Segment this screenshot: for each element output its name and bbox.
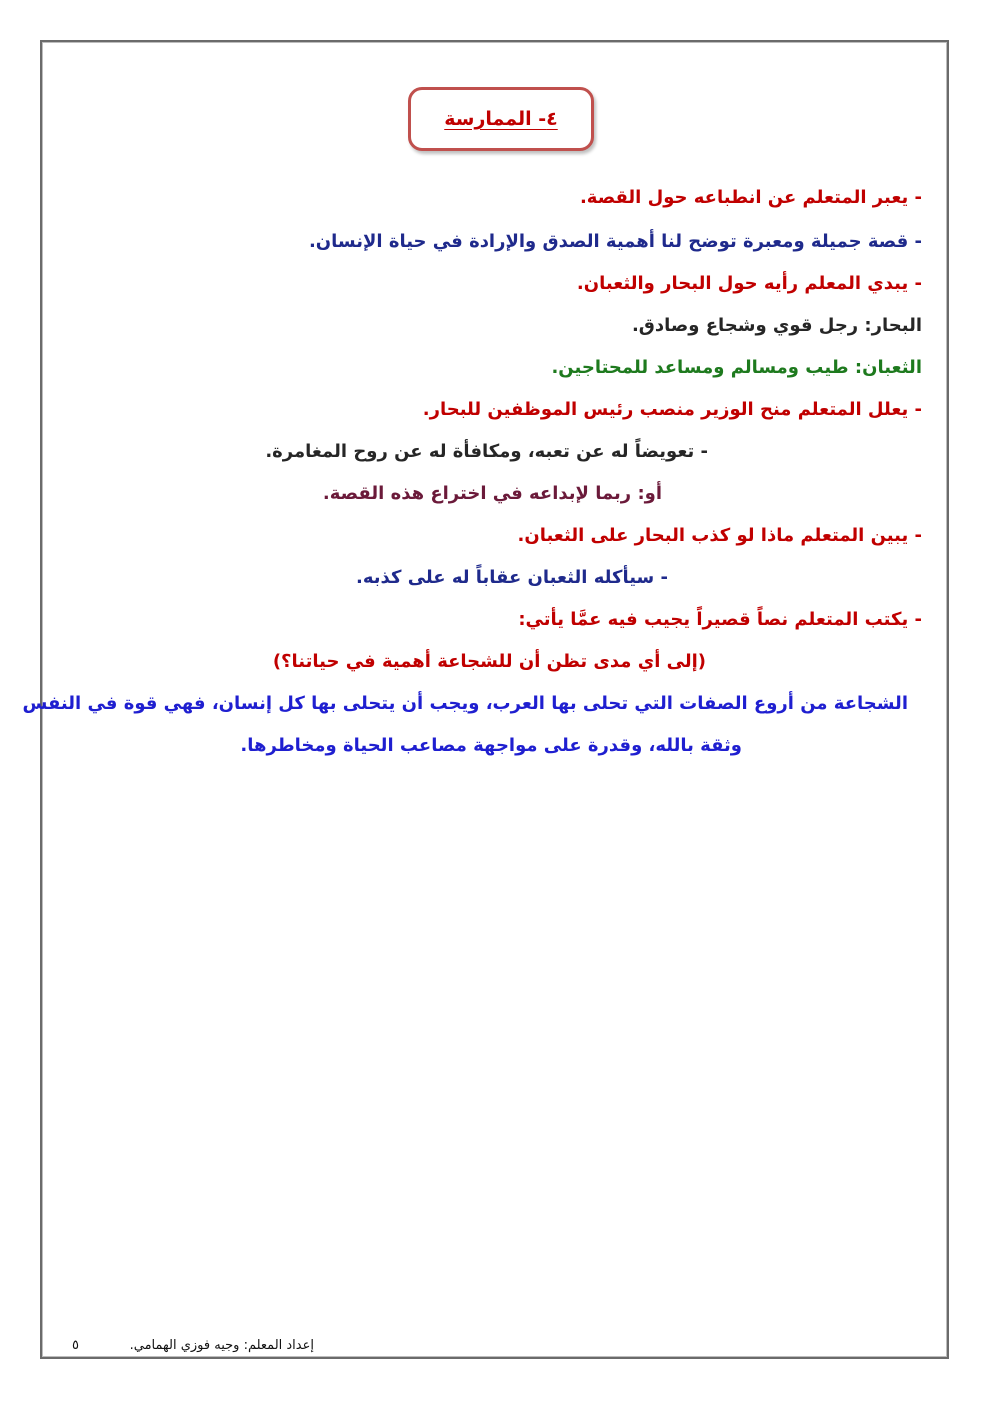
text-line-10: - سيأكله الثعبان عقاباً له على كذبه. xyxy=(356,567,668,588)
text-line-9: - يبين المتعلم ماذا لو كذب البحار على الثعبان. xyxy=(517,525,922,546)
text-line-13: الشجاعة من أروع الصفات التي تحلى بها العرب، ويجب أن يتحلى بها كل إنسان، فهي قوة في النفس xyxy=(22,693,908,714)
text-line-11: - يكتب المتعلم نصاً قصيراً يجيب فيه عمَّا يأتي: xyxy=(518,609,922,630)
section-title: ٤- الممارسة xyxy=(444,108,558,130)
section-title-box xyxy=(408,87,594,151)
text-line-2: - قصة جميلة ومعبرة توضح لنا أهمية الصدق والإرادة في حياة الإنسان. xyxy=(308,231,922,252)
text-line-14: وثقة بالله، وقدرة على مواجهة مصاعب الحياة ومخاطرها. xyxy=(240,735,742,756)
text-line-12: (إلى أي مدى تظن أن للشجاعة أهمية في حياتنا؟) xyxy=(272,651,706,672)
footer-page-number: ٥ xyxy=(72,1338,79,1353)
text-line-7: - تعويضاً له عن تعبه، ومكافأة له عن روح المغامرة. xyxy=(265,441,708,462)
text-line-5: الثعبان: طيب ومسالم ومساعد للمحتاجين. xyxy=(551,357,922,378)
text-line-1: - يعبر المتعلم عن انطباعه حول القصة. xyxy=(579,187,922,208)
footer-author: إعداد المعلم: وجيه فوزي الهمامي. xyxy=(129,1338,314,1353)
text-line-6: - يعلل المتعلم منح الوزير منصب رئيس الموظفين للبحار. xyxy=(422,399,922,420)
text-line-3: - يبدي المعلم رأيه حول البحار والثعبان. xyxy=(576,273,922,294)
text-line-8: أو: ربما لإبداعه في اختراع هذه القصة. xyxy=(322,483,662,504)
text-line-4: البحار: رجل قوي وشجاع وصادق. xyxy=(631,315,922,336)
